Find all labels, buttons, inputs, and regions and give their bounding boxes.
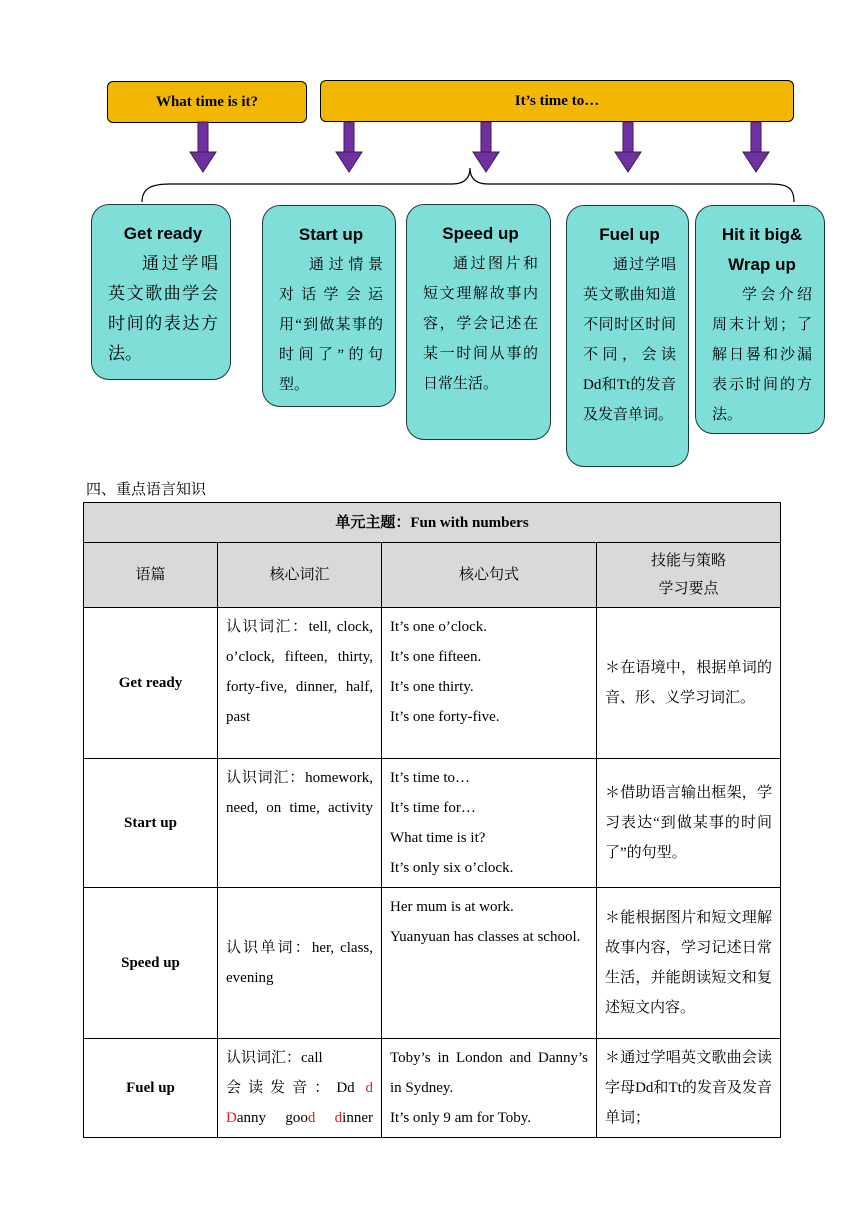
vocab-line [226, 1103, 373, 1133]
curly-brace [142, 168, 794, 202]
table-row [84, 1039, 781, 1138]
card-body: 学会介绍周末计划；了解日晷和沙漏表示时间的方法。 [712, 287, 812, 423]
sentences-cell [382, 1039, 597, 1138]
card-get-ready [91, 204, 231, 380]
skills-cell: ＊通过学唱英文歌曲会读字母Dd和Tt的发音及发音单词； [597, 1039, 781, 1138]
card-body: 通过学唱英文歌曲知道不同时区时间不同，会读Dd和Tt的发音及发音单词。 [583, 257, 676, 423]
sentences-cell [382, 759, 597, 888]
card-body: 通过情景对话学会运用“到做某事的时间了”的句型。 [279, 257, 383, 393]
sentence: It’s one o’clock. [390, 619, 488, 635]
header-cell: 语篇 [84, 543, 218, 608]
vocab-highlight: d [334, 1110, 343, 1126]
table-header-row [84, 543, 781, 608]
header-cell: 技能与策略 学习要点 [597, 543, 781, 608]
card-title: Get ready [123, 224, 203, 243]
vocab-text: inner [342, 1110, 373, 1126]
card-start-up [262, 205, 396, 407]
down-arrow-icon [473, 122, 499, 172]
sentence: Toby’s in London and Danny’s in Sydney. [390, 1050, 588, 1096]
card-speed-up [406, 204, 551, 440]
answer-text: It’s time to… [514, 92, 600, 109]
table-theme: 单元主题：Fun with numbers [84, 503, 781, 543]
down-arrow-icon [615, 122, 641, 172]
vocab-line [226, 1073, 373, 1103]
connector-diagram [0, 0, 860, 220]
card-body: 通过图片和短文理解故事内容，学会记述在某一时间从事的日常生活。 [423, 256, 538, 392]
sentence: Her mum is at work. [390, 899, 514, 915]
vocab-highlight: d [365, 1080, 373, 1096]
table-row [84, 888, 781, 1039]
sentences-cell [382, 608, 597, 759]
card-title: Speed up [442, 224, 519, 243]
sentence: It’s one fifteen. [390, 649, 482, 665]
card-body: 通过学唱英文歌曲学会时间的表达方法。 [108, 254, 218, 363]
vocab-highlight: D [226, 1110, 237, 1126]
card-title: Hit it big& Wrap up [721, 225, 803, 274]
down-arrow-icon [190, 122, 216, 172]
skills-cell: ＊借助语言输出框架，学习表达“到做某事的时间了”的句型。 [597, 759, 781, 888]
sentence: What time is it? [390, 830, 486, 846]
sentence: It’s only 9 am for Toby. [390, 1110, 532, 1126]
header-cell: 核心词汇 [218, 543, 382, 608]
card-title: Start up [298, 225, 364, 244]
sentence: Yuanyuan has classes at school. [390, 929, 581, 945]
card-title: Fuel up [599, 225, 660, 244]
vocab-highlight: d [307, 1110, 316, 1126]
sentence: It’s one thirty. [390, 679, 474, 695]
sentence: It’s one forty-five. [390, 709, 500, 725]
vocab-cell: 认识单词：her, class, evening [218, 888, 382, 1039]
vocab-text: anny goo [236, 1110, 308, 1126]
row-label: Start up [84, 759, 218, 888]
vocab-cell: 认识词汇：homework, need, on time, activity [218, 759, 382, 888]
question-text: What time is it? [155, 93, 259, 110]
vocab-cell: 认识词汇：tell, clock, o’clock, fifteen, thirty, forty-five, dinner, half, past [218, 608, 382, 759]
table-row [84, 759, 781, 888]
card-fuel-up [566, 205, 689, 467]
sentence: It’s time for… [390, 800, 476, 816]
row-label: Speed up [84, 888, 218, 1039]
row-label: Fuel up [84, 1039, 218, 1138]
sentences-cell [382, 888, 597, 1039]
row-label: Get ready [84, 608, 218, 759]
card-hit-it-big [695, 205, 825, 434]
table-theme-row [84, 503, 781, 543]
header-cell: 核心句式 [382, 543, 597, 608]
vocab-text: 会读发音：Dd [226, 1080, 366, 1096]
down-arrow-icon [743, 122, 769, 172]
sentence: It’s only six o’clock. [390, 860, 514, 876]
table-row [84, 608, 781, 759]
section-title: 四、重点语言知识 [86, 482, 207, 498]
vocab-line: 认识词汇：call [226, 1050, 323, 1066]
vocab-cell [218, 1039, 382, 1138]
skills-cell: ＊在语境中，根据单词的音、形、义学习词汇。 [597, 608, 781, 759]
skills-cell: ＊能根据图片和短文理解故事内容，学习记述日常生活，并能朗读短文和复述短文内容。 [597, 888, 781, 1039]
down-arrow-icon [336, 122, 362, 172]
language-knowledge-table [83, 502, 781, 1138]
vocab-text [315, 1110, 334, 1126]
sentence: It’s time to… [390, 770, 470, 786]
